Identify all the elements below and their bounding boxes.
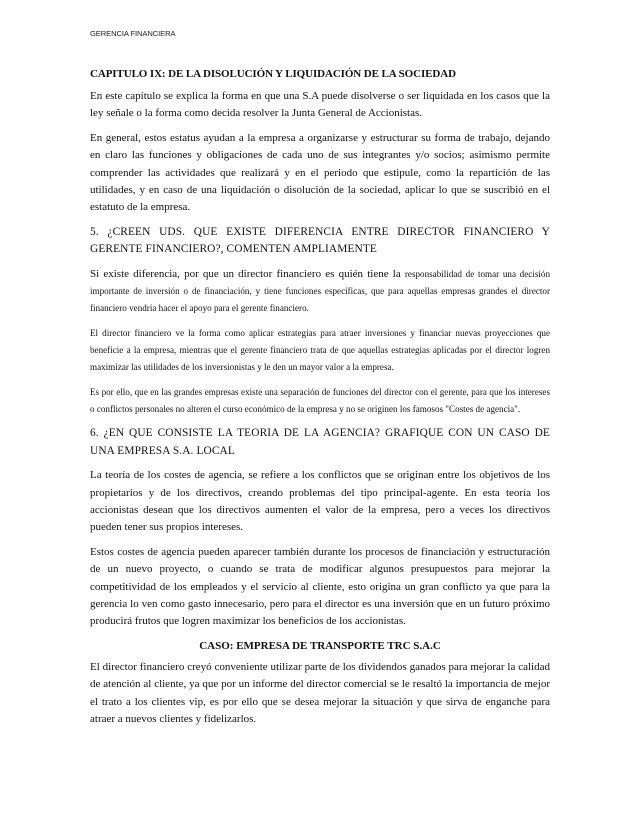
question-5-paragraph-lead: Si existe diferencia, por que un director financiero es quién tiene la <box>90 267 405 280</box>
question-6-title: 6. ¿EN QUE CONSISTE LA TEORIA DE LA AGENCIA? GRAFIQUE CON UN CASO DE UNA EMPRESA S.A. LOCAL <box>90 427 550 457</box>
question-5-paragraph <box>90 266 550 318</box>
chapter-paragraph: En este capítulo se explica la forma en que una S.A puede disolverse o ser liquidada en los casos que la ley señale o la forma como decida resolver la Junta General de Accionistas. <box>90 90 550 120</box>
running-header: GERENCIA FINANCIERA <box>90 29 176 38</box>
chapter-paragraph: En general, estos estatus ayudan a la empresa a organizarse y estructurar su forma de trabajo, dejando en claro las funciones y obligaciones de cada uno de sus integrantes y/o socios; asimismo permite comprender las actividades que realizará y en el periodo que estipule, como la repartición de las utilidades, y en caso de una liquidación o disolución de la sociedad, aplicar lo que se suscribió en el estatuto de la empresa. <box>90 131 550 214</box>
case-title: CASO: EMPRESA DE TRANSPORTE TRC S.A.C <box>199 639 441 652</box>
question-6-paragraph: La teoría de los costes de agencia, se refiere a los conflictos que se originan entre los objetivos de los propietarios y de los directivos, creando problemas del tipo principal-agente. En esta teoría los accionistas desean que los directivos aumenten el valor de la empresa, pero a veces los directivos pueden tener sus propios intereses. <box>90 469 550 534</box>
document-body <box>90 68 550 728</box>
chapter-title: CAPITULO IX: DE LA DISOLUCIÓN Y LIQUIDACIÓN DE LA SOCIEDAD <box>90 68 456 80</box>
question-5-title: 5. ¿CREEN UDS. QUE EXISTE DIFERENCIA ENTRE DIRECTOR FINANCIERO Y GERENTE FINANCIERO?, COMENTEN AMPLIAMENTE <box>90 225 550 256</box>
case-paragraph: El director financiero creyó conveniente utilizar parte de los dividendos ganados para mejorar la calidad de atención al cliente, ya que por un informe del director comercial se le resaltó la importancia de mejor el trato a los clientes vip, es por ello que se desea mejorar la situación y que sirva de enganche para atraer a nuevos clientes y fidelizarlos. <box>90 660 550 726</box>
question-5-paragraph: El director financiero ve la forma como aplicar estrategias para atraer inversiones y financiar nuevas proyecciones que beneficie a la empresa, mientras que el gerente financiero trata de que aquellas estrategias aplicadas por el director logren maximizar las utilidades de los inversionistas y le den un mayor valor a la empresa. <box>90 327 550 373</box>
question-6-paragraph: Estos costes de agencia pueden aparecer también durante los procesos de financiación y estructuración de un nuevo proyecto, o cuando se trata de modificar algunos presupuestos para mejorar la competitividad de los empleados y el servicio al cliente, esto origina un gran conflicto ya que para la gerencia lo ven como gasto innecesario, pero para el director es una inversión que en un futuro próximo producirá frutos que logren maximizar los beneficios de los accionistas. <box>90 545 550 628</box>
question-5-paragraph-rest: responsabilidad de tomar una decisión importante de inversión o de financiación, y tiene funciones específicas, que para aquellas empresas grandes el director financiero vendría hacer el apoyo para el gerente financiero. <box>90 268 550 314</box>
question-5-paragraph: Es por ello, que en las grandes empresas existe una separación de funciones del director con el gerente, para que los intereses o conflictos personales no alteren el curso económico de la empresa y no se originen los famosos "Costes de agencia". <box>90 386 550 415</box>
